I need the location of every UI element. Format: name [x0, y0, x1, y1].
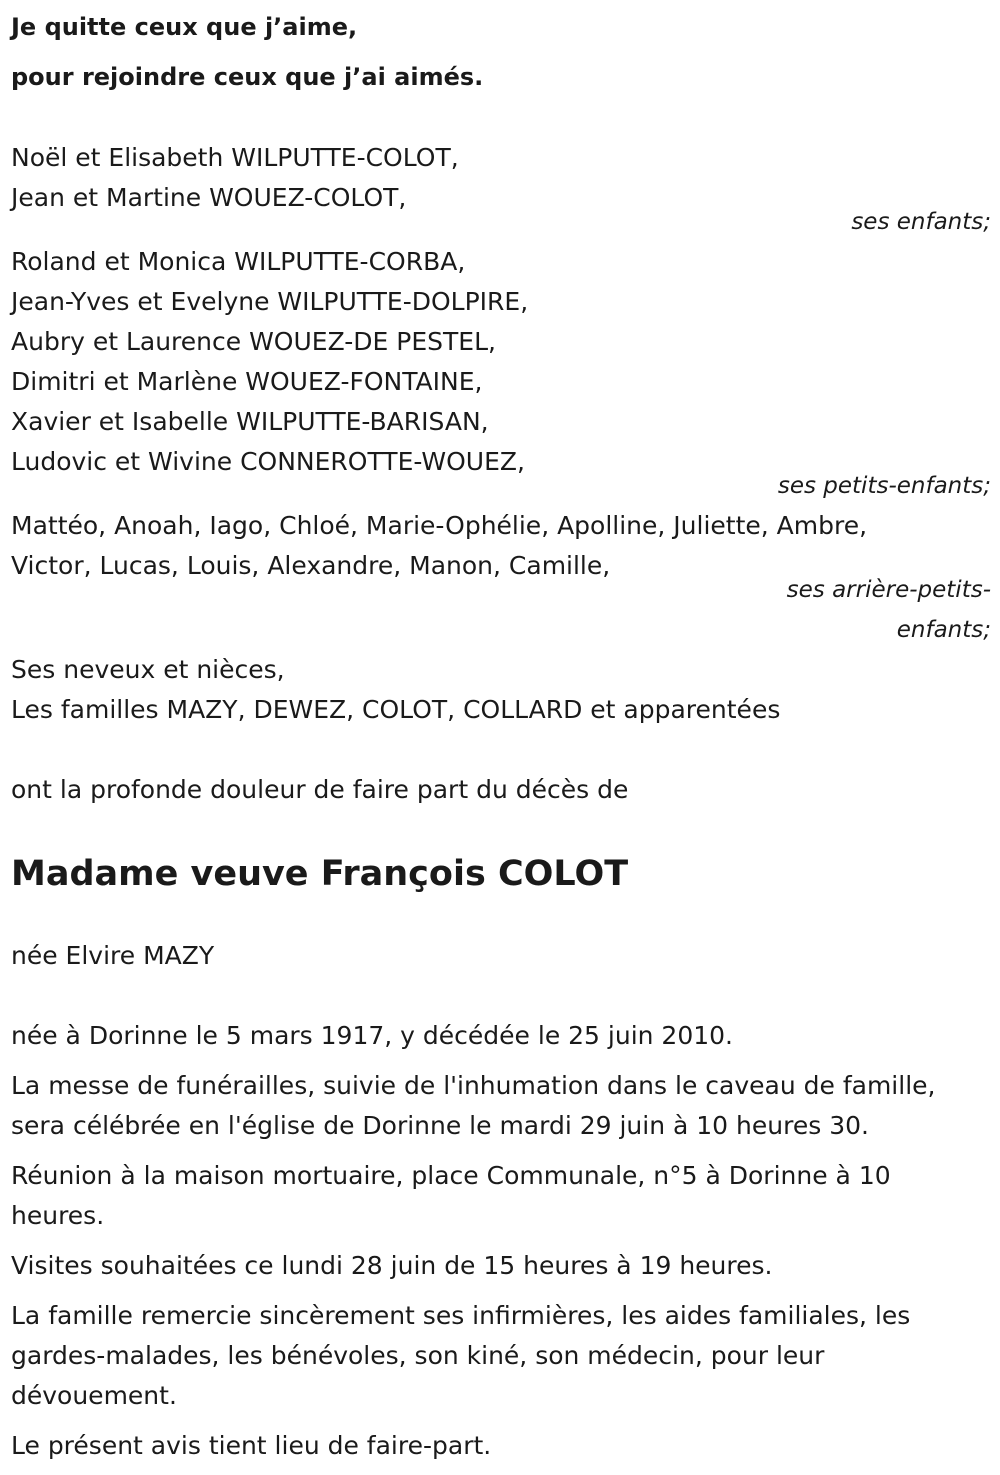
grandchild-name: Ludovic et Wivine CONNEROTTE-WOUEZ,	[11, 447, 525, 476]
grandchildren-role: ses petits-enfants;	[777, 473, 991, 499]
children-role: ses enfants;	[851, 209, 991, 235]
maiden-name: née Elvire MAZY	[11, 941, 215, 970]
great-grandchildren-role: enfants;	[896, 617, 991, 643]
grandchild-name: Dimitri et Marlène WOUEZ-FONTAINE,	[11, 367, 483, 396]
grandchild-name: Roland et Monica WILPUTTE-CORBA,	[11, 247, 466, 276]
funeral-info: La messe de funérailles, suivie de l'inhumation dans le caveau de famille, sera célébrée en l'église de Dorinne le mardi 29 juin à 10 heures 30.	[11, 1071, 936, 1140]
great-grandchild-names: Victor, Lucas, Louis, Alexandre, Manon, Camille,	[11, 551, 611, 580]
deceased-name: Madame veuve François COLOT	[11, 854, 629, 894]
great-grandchildren-section	[11, 506, 991, 650]
grandchildren-section	[11, 242, 991, 506]
announcement: ont la profonde douleur de faire part du décès de	[11, 775, 629, 804]
great-grandchild-names: Mattéo, Anoah, Iago, Chloé, Marie-Ophélie, Apolline, Juliette, Ambre,	[11, 511, 868, 540]
families: Les familles MAZY, DEWEZ, COLOT, COLLARD et apparentées	[11, 695, 781, 724]
grandchild-name: Aubry et Laurence WOUEZ-DE PESTEL,	[11, 327, 496, 356]
meeting-info: Réunion à la maison mortuaire, place Communale, n°5 à Dorinne à 10 heures.	[11, 1161, 891, 1230]
nephews-nieces: Ses neveux et nièces,	[11, 655, 285, 684]
thanks-info: La famille remercie sincèrement ses infirmières, les aides familiales, les gardes-malades, les bénévoles, son kiné, son médecin, pour leur dévouement.	[11, 1301, 911, 1410]
quote	[11, 2, 991, 102]
grandchild-name: Xavier et Isabelle WILPUTTE-BARISAN,	[11, 407, 489, 436]
child-name: Noël et Elisabeth WILPUTTE-COLOT,	[11, 143, 459, 172]
children-section	[11, 138, 991, 242]
visits-info: Visites souhaitées ce lundi 28 juin de 15 heures à 19 heures.	[11, 1251, 773, 1280]
extended-family-section	[11, 650, 991, 730]
notice-info: Le présent avis tient lieu de faire-part.	[11, 1431, 492, 1460]
quote-line: Je quitte ceux que j’aime,	[11, 13, 358, 41]
obituary-notice	[11, 0, 991, 1466]
grandchild-name: Jean-Yves et Evelyne WILPUTTE-DOLPIRE,	[11, 287, 529, 316]
great-grandchildren-role: ses arrière-petits-	[786, 577, 991, 603]
birth-death-info: née à Dorinne le 5 mars 1917, y décédée le 25 juin 2010.	[11, 1021, 733, 1050]
child-name: Jean et Martine WOUEZ-COLOT,	[11, 183, 407, 212]
quote-line: pour rejoindre ceux que j’ai aimés.	[11, 63, 484, 91]
